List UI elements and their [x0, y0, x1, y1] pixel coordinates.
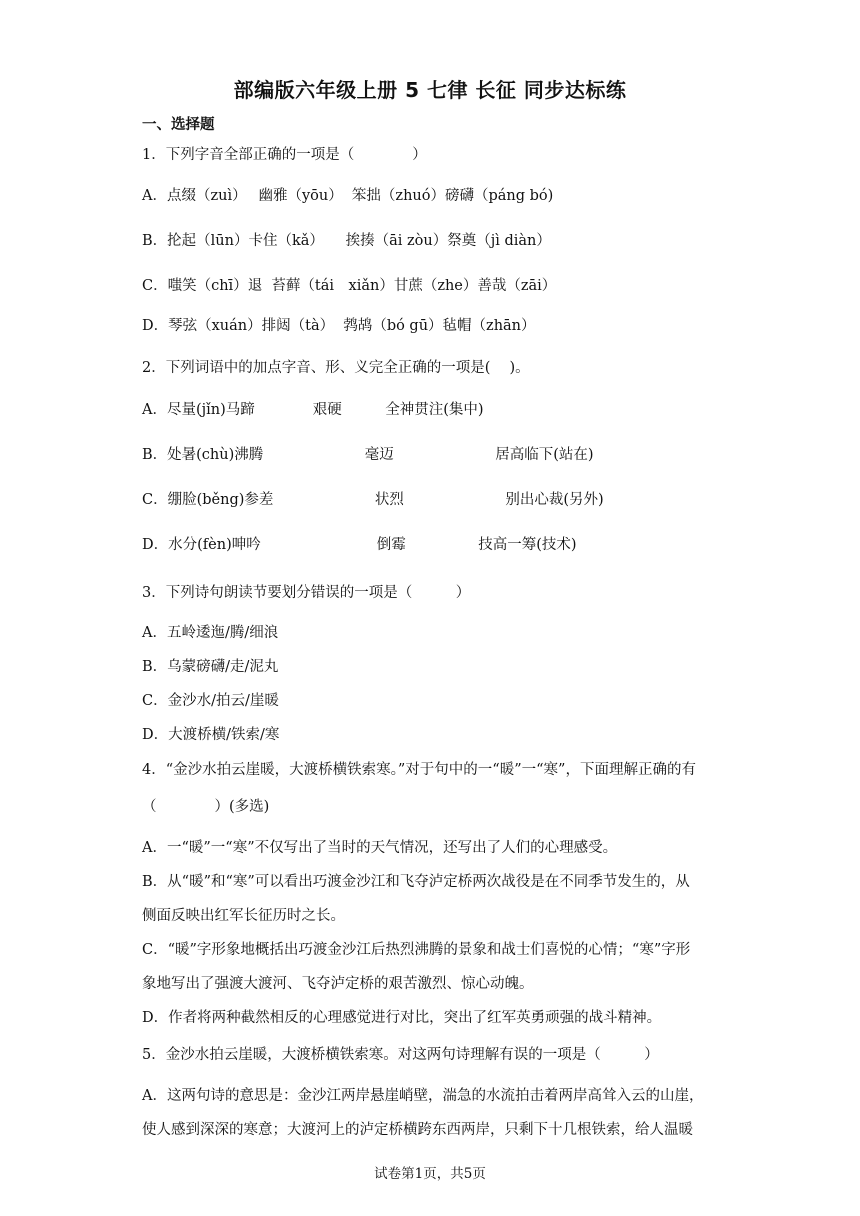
- question-5-option-a: A．这两句诗的意思是：金沙江两岸悬崖峭壁，湍急的水流拍击着两岸高耸入云的山崖，: [142, 1088, 704, 1104]
- question-4-stem: 4．“金沙水拍云崖暖，大渡桥横铁索寒。”对于句中的一“暖”一“寒”，下面理解正确的有: [142, 762, 696, 778]
- question-3-option-c: C．金沙水/拍云/崖暖: [142, 693, 279, 709]
- question-3-option-d: D．大渡桥横/铁索/寒: [142, 727, 280, 743]
- question-2-stem: 2．下列词语中的加点字音、形、义完全正确的一项是( )。: [142, 360, 530, 376]
- question-4-option-d: D．作者将两种截然相反的心理感觉进行对比，突出了红军英勇顽强的战斗精神。: [142, 1010, 662, 1026]
- question-2-option-b: B．处暑(chù)沸腾 毫迈 居高临下(站在): [142, 447, 594, 463]
- question-4-option-a: A．一“暖”一“寒”不仅写出了当时的天气情况，还写出了人们的心理感受。: [142, 840, 618, 856]
- question-4-option-b-continued: 侧面反映出红军长征历时之长。: [142, 908, 345, 924]
- question-1-option-a: A．点缀（zuì） 幽雅（yōu） 笨拙（zhuó）磅礴（páng bó): [142, 188, 554, 204]
- page-title: 部编版六年级上册 5 七律 长征 同步达标练: [233, 78, 627, 102]
- question-4-option-c: C．“暖”字形象地概括出巧渡金沙江后热烈沸腾的景象和战士们喜悦的心情；“寒”字形: [142, 942, 691, 958]
- question-3-stem: 3．下列诗句朗读节要划分错误的一项是（ ）: [142, 585, 471, 601]
- question-1-option-c: C．嗤笑（chī）退 苔藓（tái xiǎn）甘蔗（zhe）善哉（zāi）: [142, 278, 557, 294]
- question-1-stem: 1．下列字音全部正确的一项是（ ）: [142, 147, 427, 163]
- question-5-stem: 5．金沙水拍云崖暖，大渡桥横铁索寒。对这两句诗理解有误的一项是（ ）: [142, 1047, 659, 1063]
- question-5-option-a-continued: 使人感到深深的寒意；大渡河上的泸定桥横跨东西两岸，只剩下十几根铁索，给人温暖: [142, 1122, 693, 1138]
- question-2-option-d: D．水分(fèn)呻吟 倒霉 技高一筹(技术): [142, 537, 577, 553]
- question-1-option-d: D．琴弦（xuán）排闼（tà） 鹁鸪（bó gū）毡帽（zhān）: [142, 318, 536, 334]
- section-heading: 一、选择题: [142, 117, 215, 133]
- page-footer: 试卷第1页，共5页: [374, 1166, 486, 1182]
- question-2-option-a: A．尽量(jǐn)马蹄 艰硬 全神贯注(集中): [142, 402, 484, 418]
- question-4-option-c-continued: 象地写出了强渡大渡河、飞夺泸定桥的艰苦激烈、惊心动魄。: [142, 976, 534, 992]
- question-4-stem-continued: （ ）(多选): [142, 799, 270, 815]
- question-3-option-a: A．五岭逶迤/腾/细浪: [142, 625, 279, 641]
- question-2-option-c: C．绷脸(běng)参差 状烈 别出心裁(另外): [142, 492, 604, 508]
- question-3-option-b: B．乌蒙磅礴/走/泥丸: [142, 659, 279, 675]
- question-1-option-b: B．抡起（lūn）卡住（kǎ） 挨揍（āi zòu）祭奠（jì diàn）: [142, 233, 551, 249]
- question-4-option-b: B．从“暖”和“寒”可以看出巧渡金沙江和飞夺泸定桥两次战役是在不同季节发生的，从: [142, 874, 690, 890]
